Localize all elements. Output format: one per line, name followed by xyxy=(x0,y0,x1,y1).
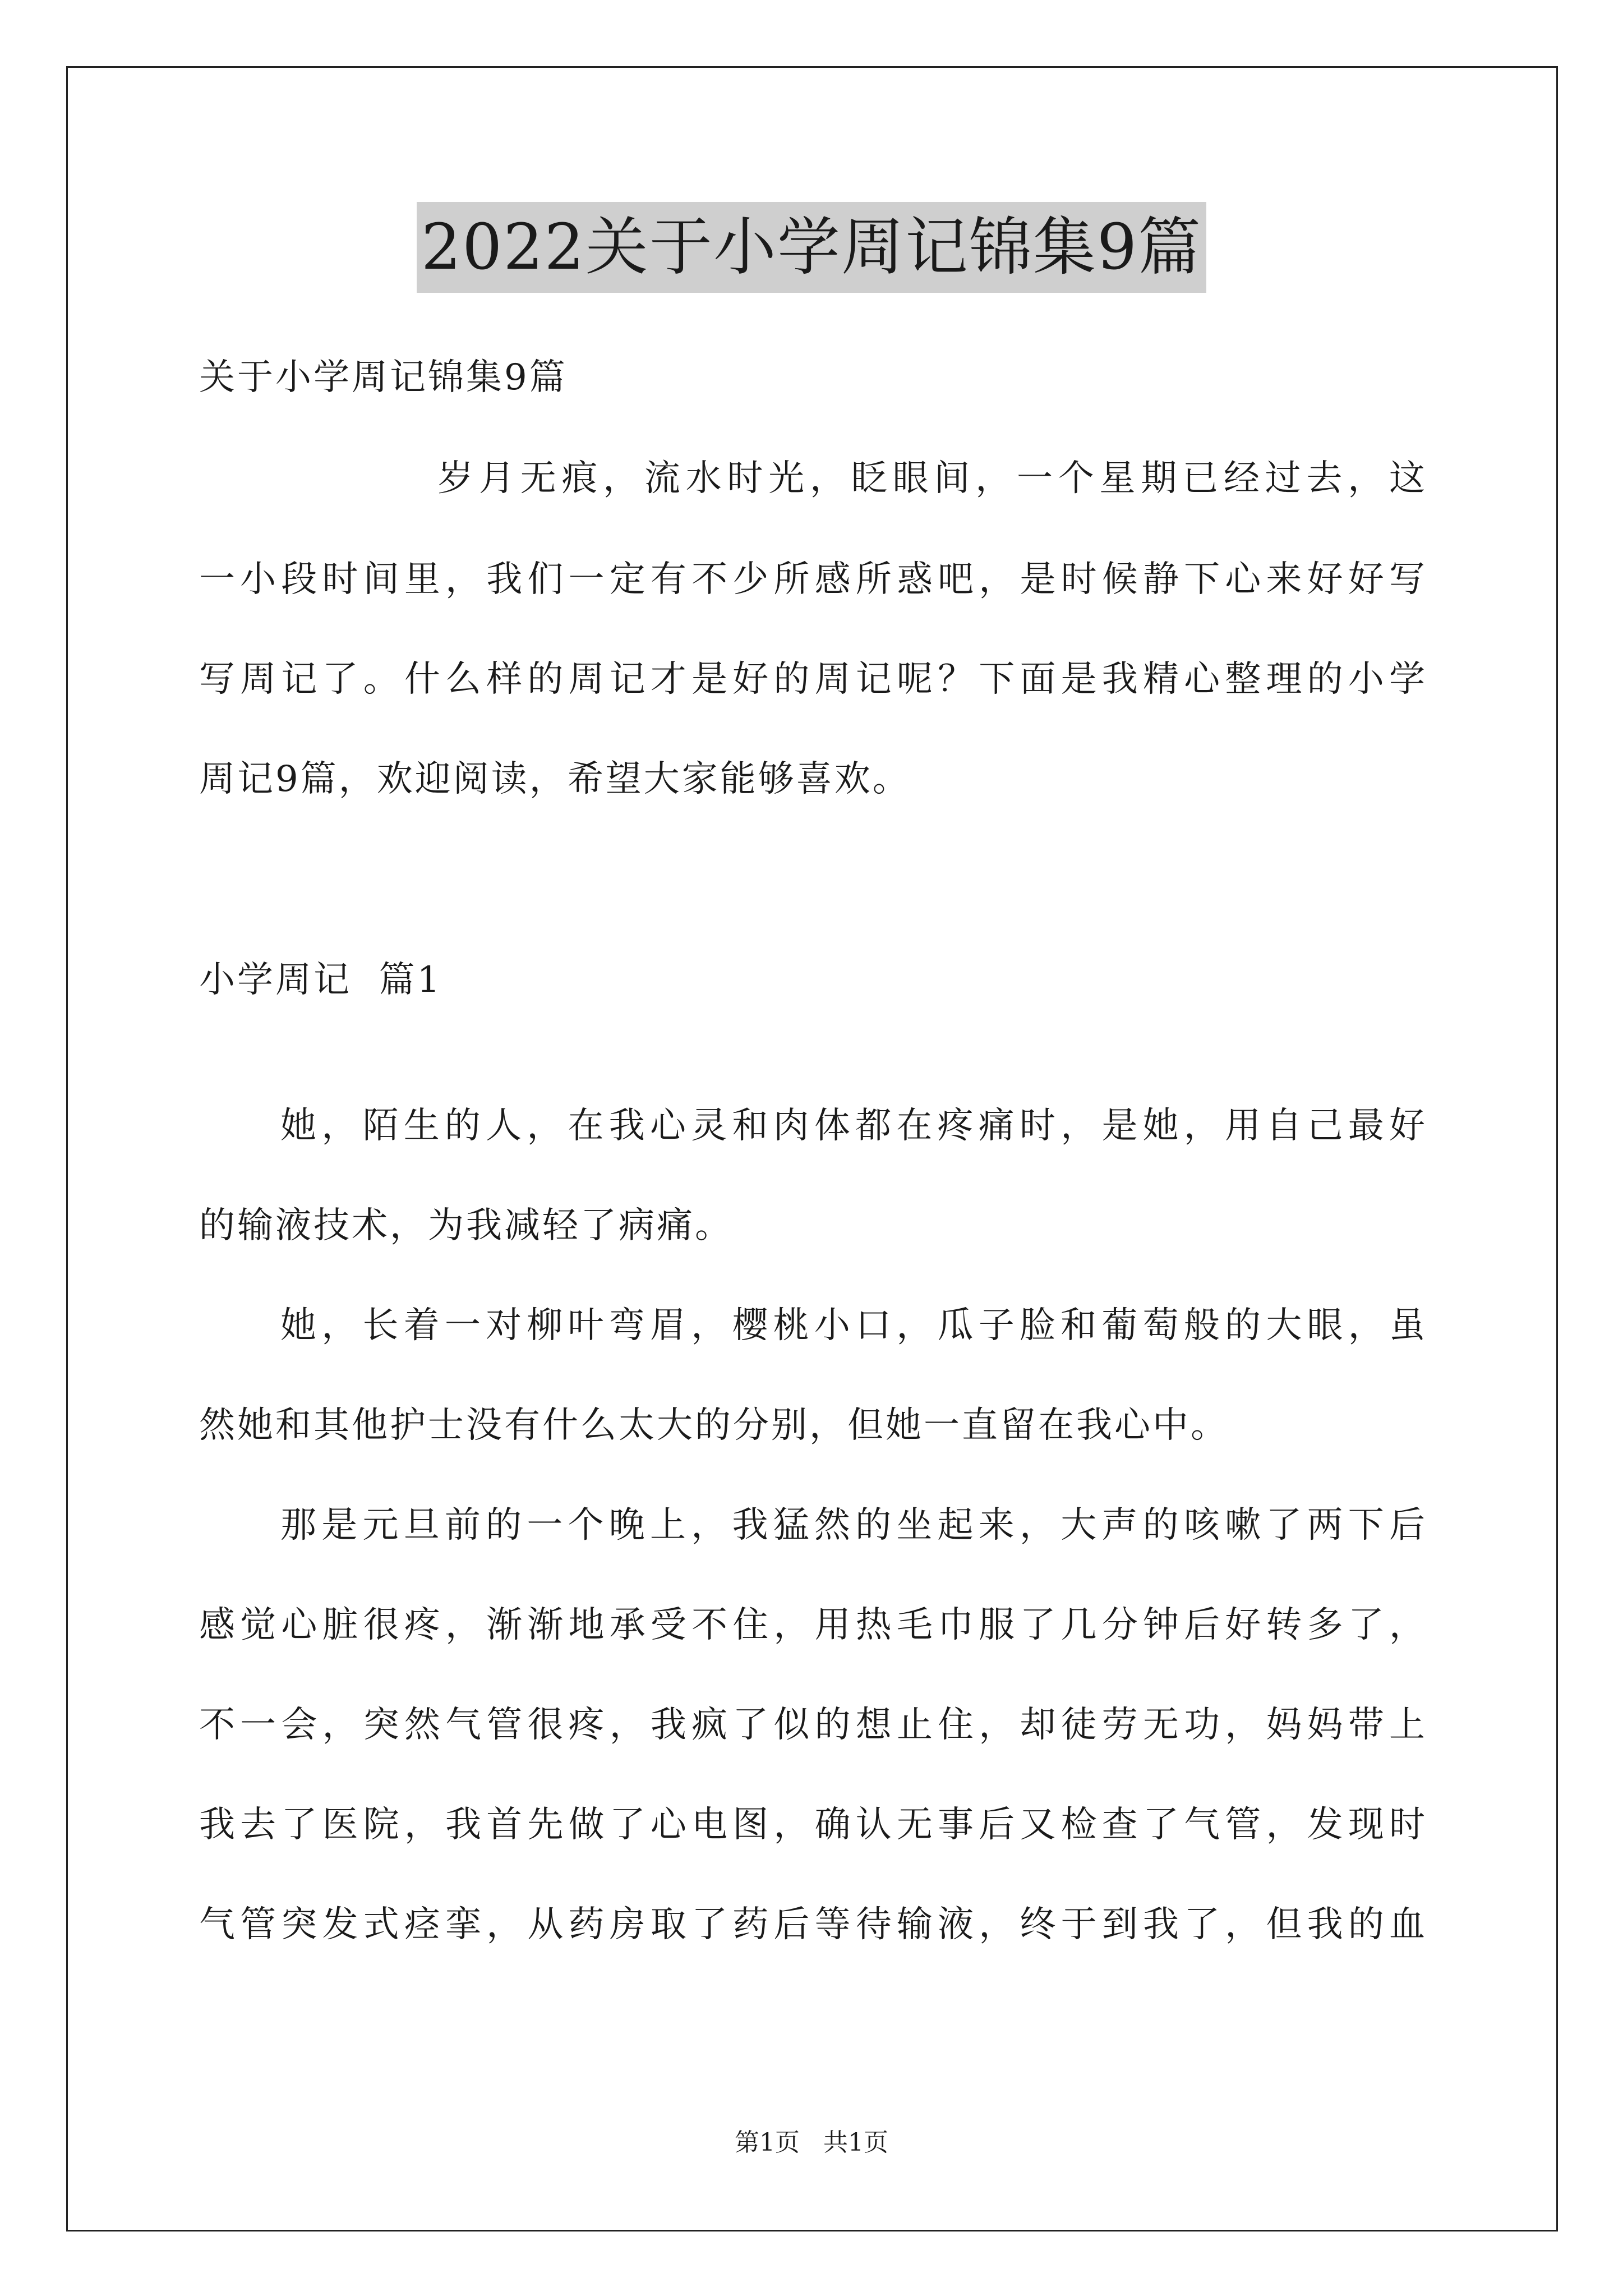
intro-line-2: 一小段时间里，我们一定有不少所感所惑吧，是时候静下心来好好写 xyxy=(199,559,1427,600)
para3-line-4: 我去了医院，我首先做了心电图，确认无事后又检查了气管，发现时 xyxy=(199,1804,1427,1846)
page-footer: 第1页 共1页 xyxy=(735,2128,888,2157)
intro-line-1: 岁月无痕，流水时光，眨眼间，一个星期已经过去，这 xyxy=(437,458,1427,499)
section-heading: 小学周记 篇1 xyxy=(199,959,442,1001)
para2-line-1: 她，长着一对柳叶弯眉，樱桃小口，瓜子脸和葡萄般的大眼，虽 xyxy=(280,1305,1427,1346)
title-container xyxy=(0,202,1623,293)
document-subtitle: 关于小学周记锦集9篇 xyxy=(199,357,568,398)
para3-line-2: 感觉心脏很疼，渐渐地承受不住，用热毛巾服了几分钟后好转多了， xyxy=(199,1604,1427,1646)
para3-line-5: 气管突发式痉挛，从药房取了药后等待输液，终于到我了，但我的血 xyxy=(199,1904,1427,1945)
intro-line-4: 周记9篇，欢迎阅读，希望大家能够喜欢。 xyxy=(199,758,911,800)
para1-line-2: 的输液技术，为我减轻了病痛。 xyxy=(199,1205,733,1246)
para2-line-2: 然她和其他护士没有什么太大的分别，但她一直留在我心中。 xyxy=(199,1405,1229,1446)
intro-line-3: 写周记了。什么样的周记才是好的周记呢？下面是我精心整理的小学 xyxy=(199,659,1427,700)
para3-line-3: 不一会，突然气管很疼，我疯了似的想止住，却徒劳无功，妈妈带上 xyxy=(199,1704,1427,1746)
document-title: 2022关于小学周记锦集9篇 xyxy=(417,202,1206,293)
para1-line-1: 她，陌生的人，在我心灵和肉体都在疼痛时，是她，用自己最好 xyxy=(280,1105,1427,1147)
para3-line-1: 那是元旦前的一个晚上，我猛然的坐起来，大声的咳嗽了两下后 xyxy=(280,1504,1427,1546)
